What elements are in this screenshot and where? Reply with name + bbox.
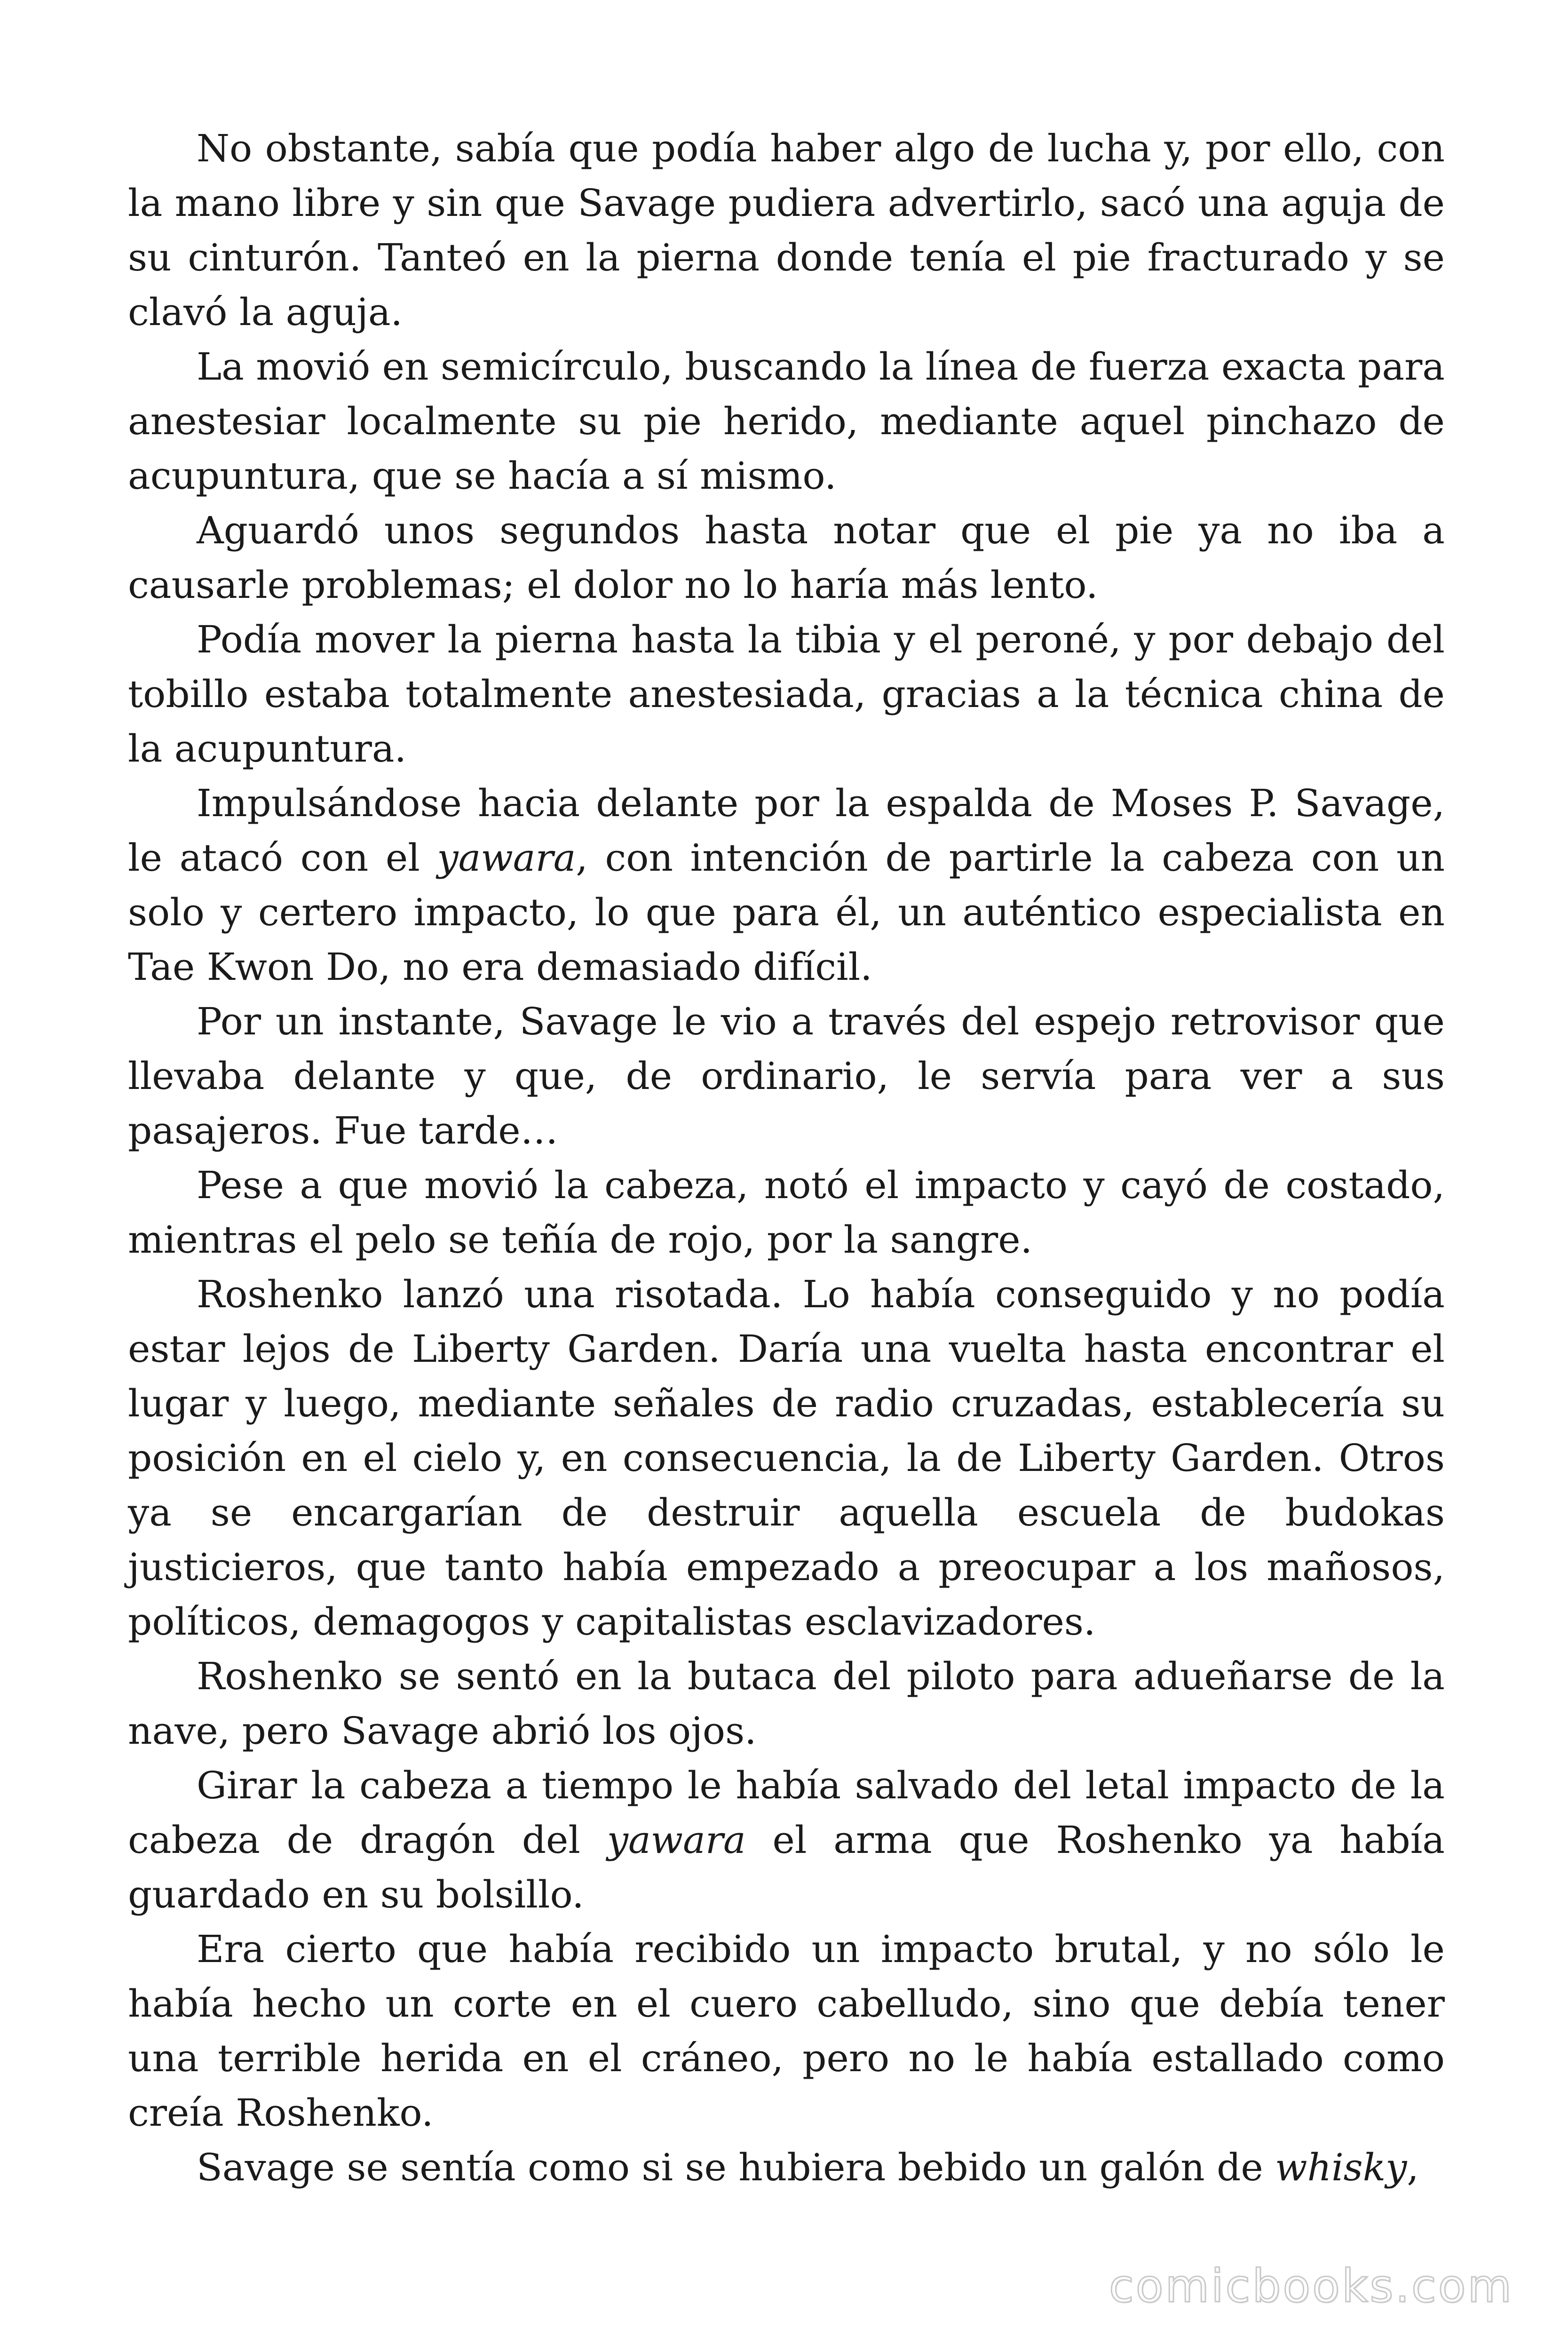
- text-run: No obstante, sabía que podía haber algo de lucha y, por ello, con la mano libre y sin que Savage pudiera advertirlo, sacó una aguja de su cinturón. Tanteó en la pierna donde tenía el pie fracturado y se clavó la aguja.: [128, 127, 1445, 334]
- text-run: La movió en semicírculo, buscando la línea de fuerza exacta para anestesiar localmente su pie herido, mediante aquel pinchazo de acupuntura, que se hacía a sí mismo.: [128, 345, 1445, 498]
- text-run: Aguardó unos segundos hasta notar que el pie ya no iba a causarle problemas; el dolor no lo haría más lento.: [128, 509, 1445, 607]
- text-run: Pese a que movió la cabeza, notó el impacto y cayó de costado, mientras el pelo se teñía de rojo, por la sangre.: [128, 1163, 1445, 1262]
- text-run: Por un instante, Savage le vio a través del espejo retrovisor que llevaba delante y que, de ordinario, le servía para ver a sus pasajeros. Fue tarde…: [128, 1000, 1445, 1152]
- watermark: comicbooks.com: [1109, 2260, 1513, 2312]
- italic-term: whisky: [1275, 2145, 1407, 2189]
- italic-term: yawara: [607, 1818, 746, 1862]
- text-run: , con intención de partirle la cabeza con un solo y certero impacto, lo que para él, un auténtico especialista en Tae Kwon Do, no era demasiado difícil.: [128, 836, 1445, 989]
- paragraph: [128, 1267, 1445, 1649]
- paragraph: [128, 1922, 1445, 2140]
- paragraph: [128, 1158, 1445, 1267]
- text-run: Era cierto que había recibido un impacto brutal, y no sólo le había hecho un corte en el cuero cabelludo, sino que debía tener una terrible herida en el cráneo, pero no le había estallado como creía Roshenko.: [128, 1927, 1445, 2135]
- text-run: ,: [1407, 2145, 1419, 2189]
- text-run: Roshenko lanzó una risotada. Lo había conseguido y no podía estar lejos de Liberty Garden. Daría una vuelta hasta encontrar el lugar y luego, mediante señales de radio cruzadas, establecería su posición en el cielo y, en consecuencia, la de Liberty Garden. Otros ya se encargarían de destruir aquella escuela de budokas justicieros, que tanto había empezado a preocupar a los mañosos, políticos, demagogos y capitalistas esclavizadores.: [128, 1272, 1445, 1644]
- paragraph: [128, 2140, 1445, 2195]
- body-text: [128, 121, 1445, 2195]
- paragraph: [128, 776, 1445, 994]
- text-run: Podía mover la pierna hasta la tibia y el peroné, y por debajo del tobillo estaba totalmente anestesiada, gracias a la técnica china de la acupuntura.: [128, 618, 1445, 771]
- paragraph: [128, 503, 1445, 612]
- text-run: Impulsándose hacia delante por la espalda de Moses P. Savage, le atacó con el: [128, 781, 1445, 880]
- paragraph: [128, 1758, 1445, 1922]
- text-run: Roshenko se sentó en la butaca del piloto para adueñarse de la nave, pero Savage abrió los ojos.: [128, 1654, 1445, 1753]
- text-run: Savage se sentía como si se hubiera bebido un galón de: [197, 2145, 1275, 2189]
- text-run: el arma que Roshenko ya había guardado en su bolsillo.: [128, 1818, 1445, 1916]
- paragraph: [128, 612, 1445, 776]
- paragraph: [128, 994, 1445, 1158]
- paragraph: [128, 1649, 1445, 1758]
- text-run: Girar la cabeza a tiempo le había salvado del letal impacto de la cabeza de dragón del: [128, 1764, 1445, 1862]
- paragraph: [128, 340, 1445, 503]
- italic-term: yawara: [437, 836, 576, 880]
- paragraph: [128, 121, 1445, 340]
